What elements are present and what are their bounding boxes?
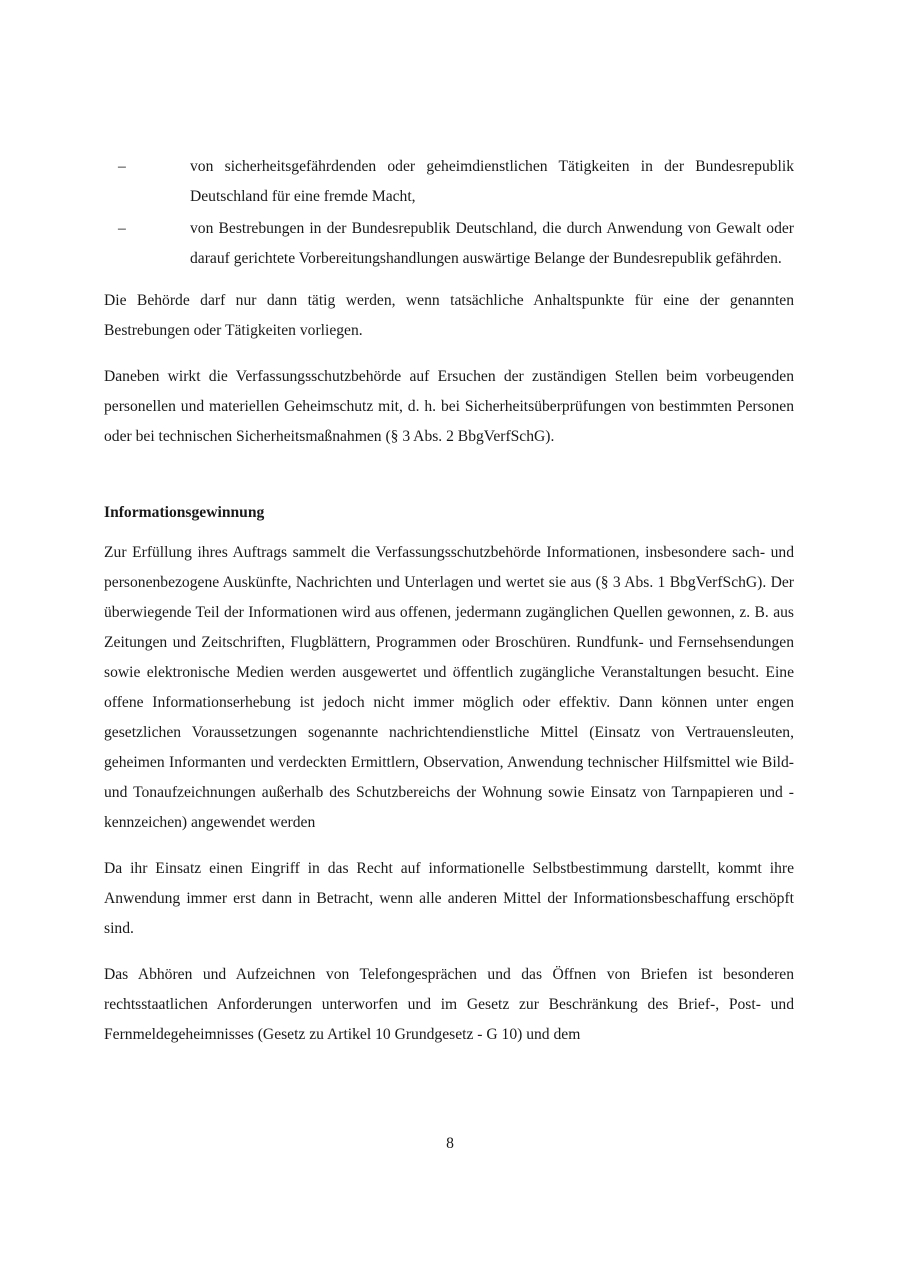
list-bullet: – xyxy=(118,220,126,237)
list-bullet: – xyxy=(118,158,126,175)
list-item-text: von sicherheitsgefährdenden oder geheimdienstlichen Tätigkeiten in der Bundesrepublik Deutschland für eine fremde Macht, xyxy=(190,158,794,205)
list-item xyxy=(104,214,794,274)
document-page xyxy=(104,152,794,1066)
paragraph: Die Behörde darf nur dann tätig werden, wenn tatsächliche Anhaltspunkte für eine der genannten Bestrebungen oder Tätigkeiten vorliegen. xyxy=(104,292,794,339)
list-item-text: von Bestrebungen in der Bundesrepublik Deutschland, die durch Anwendung von Gewalt oder darauf gerichtete Vorbereitungshandlungen auswärtige Belange der Bundesrepublik gefährden. xyxy=(190,220,794,267)
paragraph: Daneben wirkt die Verfassungsschutzbehörde auf Ersuchen der zuständigen Stellen beim vorbeugenden personellen und materiellen Geheimschutz mit, d. h. bei Sicherheitsüberprüfungen von bestimmten Personen oder bei technischen Sicherheitsmaßnahmen (§ 3 Abs. 2 BbgVerfSchG). xyxy=(104,368,794,445)
paragraph: Zur Erfüllung ihres Auftrags sammelt die Verfassungsschutzbehörde Informationen, insbesondere sach- und personenbezogene Auskünfte, Nachrichten und Unterlagen und wertet sie aus (§ 3 Abs. 1 BbgVerfSchG). Der überwiegende Teil der Informationen wird aus offenen, jedermann zugänglichen Quellen gewonnen, z. B. aus Zeitungen und Zeitschriften, Flugblättern, Programmen oder Broschüren. Rundfunk- und Fernsehsendungen sowie elektronische Medien werden ausgewertet und öffentlich zugängliche Veranstaltungen besucht. Eine offene Informationserhebung ist jedoch nicht immer möglich oder effektiv. Dann können unter engen gesetzlichen Voraussetzungen sogenannte nachrichtendienstliche Mittel (Einsatz von Vertrauensleuten, geheimen Informanten und verdeckten Ermittlern, Observation, Anwendung technischer Hilfsmittel wie Bild- und Tonaufzeichnungen außerhalb des Schutzbereichs der Wohnung sowie Einsatz von Tarnpapieren und -kennzeichen) angewendet werden xyxy=(104,544,794,831)
paragraph: Da ihr Einsatz einen Eingriff in das Recht auf informationelle Selbstbestimmung darstellt, kommt ihre Anwendung immer erst dann in Betracht, wenn alle anderen Mittel der Informationsbeschaffung erschöpft sind. xyxy=(104,860,794,937)
section-heading: Informationsgewinnung xyxy=(104,504,265,521)
list-item xyxy=(104,152,794,212)
paragraph: Das Abhören und Aufzeichnen von Telefongesprächen und das Öffnen von Briefen ist besonderen rechtsstaatlichen Anforderungen unterworfen und im Gesetz zur Beschränkung des Brief-, Post- und Fernmeldegeheimnisses (Gesetz zu Artikel 10 Grundgesetz - G 10) und dem xyxy=(104,966,794,1043)
page-number: 8 xyxy=(446,1135,454,1152)
